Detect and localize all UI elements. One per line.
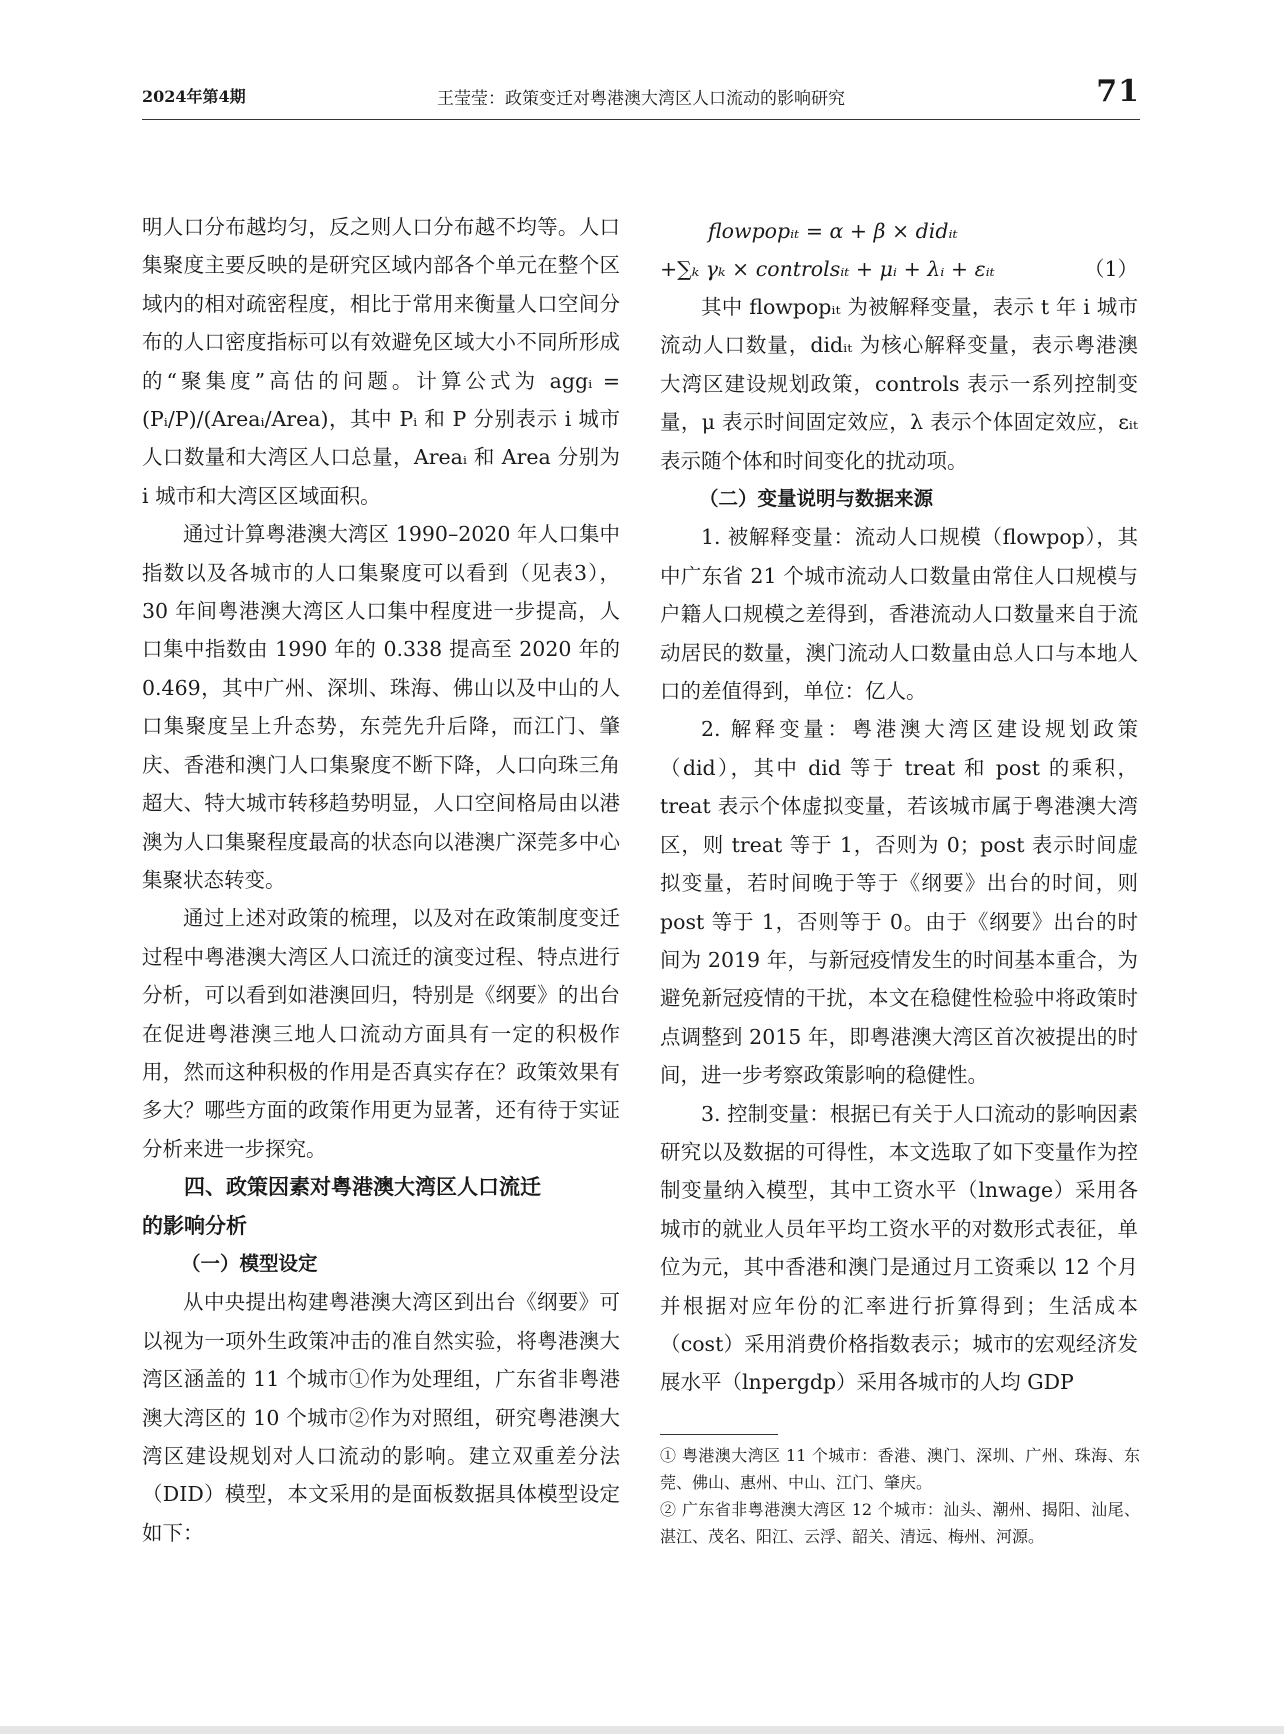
paragraph: 2. 解释变量：粤港澳大湾区建设规划政策（did），其中 did 等于 treat 和 post 的乘积，treat 表示个体虚拟变量，若该城市属于粤港澳大湾区，则 treat 等于 1，否则为 0；post 表示时间虚拟变量，若时间晚于等于《纲要》出台的时间，则 post 等于 1，否则等于 0。由于《纲要》出台的时间为 2019 年，与新冠疫情发生的时间基本重合，为避免新冠疫情的干扰，本文在稳健性检验中将政策时点调整到 2015 年，即粤港澳大湾区首次被提出的时间，进一步考察政策影响的稳健性。 bbox=[660, 717, 1138, 1088]
paragraph: 3. 控制变量：根据已有关于人口流动的影响因素研究以及数据的可得性，本文选取了如下变量作为控制变量纳入模型，其中工资水平（lnwage）采用各城市的就业人员年平均工资水平的对数形式表征，单位为元，其中香港和澳门是通过月工资乘以 12 个月并根据对应年份的汇率进行折算得到；生活成本（cost）采用消费价格指数表示；城市的宏观经济发展水平（lnpergdp）采用各城市的人均 GDP bbox=[660, 1101, 1138, 1395]
right-column bbox=[660, 212, 1138, 1402]
subsection-heading: （二）变量说明与数据来源 bbox=[699, 487, 934, 511]
subsection-heading: （一）模型设定 bbox=[181, 1251, 318, 1275]
paragraph: 明人口分布越均匀，反之则人口分布越不均等。人口集聚度主要反映的是研究区域内部各个单元在整个区域内的相对疏密程度，相比于常用来衡量人口空间分布的人口密度指标可以有效避免区域大小不同所形成的“聚集度”高估的问题。计算公式为 aggᵢ = (Pᵢ/P)/(Areaᵢ/Area)，其中 Pᵢ 和 P 分别表示 i 城市人口数量和大湾区人口总量，Areaᵢ 和 Area 分别为 i 城市和大湾区区域面积。 bbox=[142, 215, 620, 508]
paragraph: 1. 被解释变量：流动人口规模（flowpop），其中广东省 21 个城市流动人口数量由常住人口规模与户籍人口规模之差得到，香港流动人口数量来自于流动居民的数量，澳门流动人口数量由总人口与本地人口的差值得到，单位：亿人。 bbox=[660, 525, 1138, 704]
equation-line-2 bbox=[660, 250, 1138, 288]
equation-text: +∑ₖ γₖ × controlsᵢₜ + μᵢ + λᵢ + εᵢₜ bbox=[660, 257, 995, 281]
running-title: 王莹莹：政策变迁对粤港澳大湾区人口流动的影响研究 bbox=[437, 89, 845, 109]
section-heading: 四、政策因素对粤港澳大湾区人口流迁 bbox=[184, 1175, 541, 1200]
journal-issue: 2024年第4期 bbox=[142, 87, 246, 106]
section-heading-continued: 的影响分析 bbox=[142, 1213, 247, 1238]
header-rule bbox=[142, 119, 1140, 120]
footnote: ① 粤港澳大湾区 11 个城市：香港、澳门、深圳、广州、珠海、东莞、佛山、惠州、中山、江门、肇庆。 bbox=[660, 1446, 1140, 1492]
equation-text: flowpopᵢₜ = α + β × didᵢₜ bbox=[708, 219, 958, 243]
footnote: ② 广东省非粤港澳大湾区 12 个城市：汕头、潮州、揭阳、汕尾、湛江、茂名、阳江、云浮、韶关、清远、梅州、河源。 bbox=[660, 1500, 1140, 1546]
page-number: 71 bbox=[1096, 74, 1140, 109]
paragraph: 其中 flowpopᵢₜ 为被解释变量，表示 t 年 i 城市流动人口数量，didᵢₜ 为核心解释变量，表示粤港澳大湾区建设规划政策，controls 表示一系列控制变量，μ 表示时间固定效应，λ 表示个体固定效应，εᵢₜ 表示随个体和时间变化的扰动项。 bbox=[660, 295, 1138, 473]
page-bottom-edge bbox=[0, 1726, 1284, 1734]
paragraph: 从中央提出构建粤港澳大湾区到出台《纲要》可以视为一项外生政策冲击的准自然实验，将粤港澳大湾区涵盖的 11 个城市①作为处理组，广东省非粤港澳大湾区的 10 个城市②作为对照组，研究粤港澳大湾区建设规划对人口流动的影响。建立双重差分法（DID）模型，本文采用的是面板数据具体模型设定如下： bbox=[142, 1290, 620, 1545]
left-column bbox=[142, 208, 620, 1552]
equation-line-1 bbox=[660, 212, 1138, 250]
footnotes bbox=[660, 1442, 1140, 1550]
running-header bbox=[142, 76, 1140, 116]
paragraph: 通过计算粤港澳大湾区 1990–2020 年人口集中指数以及各城市的人口集聚度可以看到（见表3），30 年间粤港澳大湾区人口集中程度进一步提高，人口集中指数由 1990 年的 0.338 提高至 2020 年的 0.469，其中广州、深圳、珠海、佛山以及中山的人口集聚度呈上升态势，东莞先升后降，而江门、肇庆、香港和澳门人口集聚度不断下降，人口向珠三角超大、特大城市转移趋势明显，人口空间格局由以港澳为人口集聚程度最高的状态向以港澳广深莞多中心集聚状态转变。 bbox=[142, 522, 620, 892]
paragraph: 通过上述对政策的梳理，以及对在政策制度变迁过程中粤港澳大湾区人口流迁的演变过程、特点进行分析，可以看到如港澳回归，特别是《纲要》的出台在促进粤港澳三地人口流动方面具有一定的积极作用，然而这种积极的作用是否真实存在？政策效果有多大？哪些方面的政策作用更为显著，还有待于实证分析来进一步探究。 bbox=[142, 906, 620, 1161]
equation-number: （1） bbox=[1083, 257, 1138, 281]
footnote-rule bbox=[660, 1434, 778, 1435]
